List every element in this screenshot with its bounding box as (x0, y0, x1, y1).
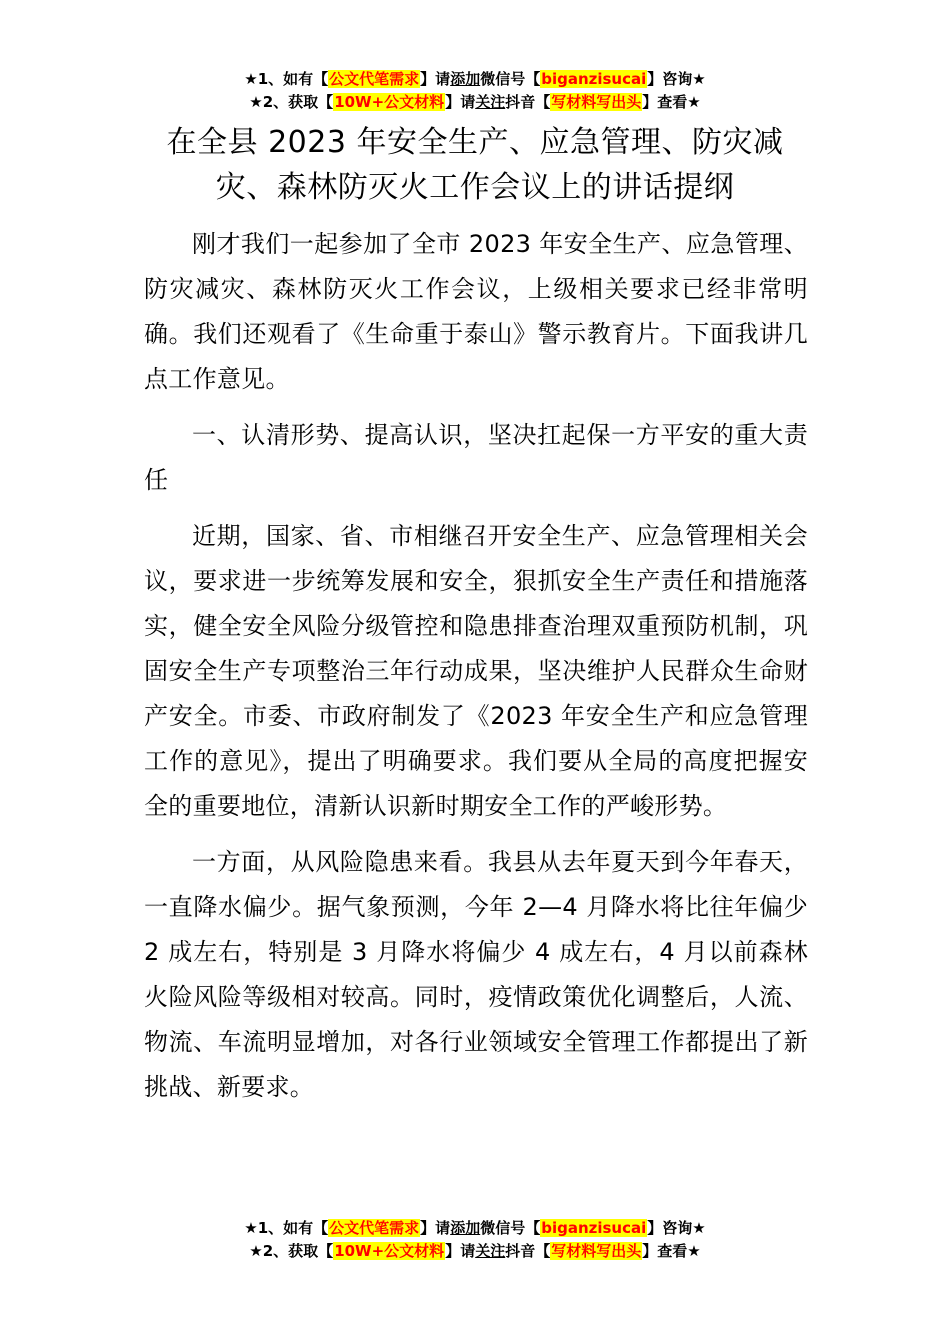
promo-line-2: ★2、获取【10W+公文材料】请关注抖音【写材料写出头】查看★ (249, 93, 701, 111)
title-line-2: 灾、森林防灭火工作会议上的讲话提纲 (215, 170, 735, 205)
document-body (144, 222, 808, 1121)
title-line-1: 在全县 2023 年安全生产、应急管理、防灾减 (166, 125, 784, 160)
paragraph-intro: 刚才我们一起参加了全市 2023 年安全生产、应急管理、防灾减灾、森林防灭火工作会议，上级相关要求已经非常明确。我们还观看了《生命重于泰山》警示教育片。下面我讲几点工作意见。 (144, 230, 808, 393)
promo-highlight: 公文代笔需求 (329, 1219, 420, 1237)
wechat-id: biganzisucai (541, 70, 647, 88)
paragraph: 近期，国家、省、市相继召开安全生产、应急管理相关会议，要求进一步统筹发展和安全，狠抓安全生产责任和措施落实，健全安全风险分级管控和隐患排查治理双重预防机制，巩固安全生产专项整治三年行动成果，坚决维护人民群众生命财产安全。市委、市政府制发了《2023 年安全生产和应急管理工作的意见》，提出了明确要求。我们要从全局的高度把握安全的重要地位，清新认识新时期安全工作的严峻形势。 (144, 522, 808, 820)
promo-banner-top (0, 68, 950, 114)
douyin-id: 写材料写出头 (551, 1242, 642, 1260)
promo-highlight: 10W+公文材料 (334, 1242, 445, 1260)
wechat-id: biganzisucai (541, 1219, 647, 1237)
promo-line-1: ★1、如有【公文代笔需求】请添加微信号【biganzisucai】咨询★ (244, 70, 706, 88)
promo-line-2: ★2、获取【10W+公文材料】请关注抖音【写材料写出头】查看★ (249, 1242, 701, 1260)
document-title (100, 120, 850, 210)
promo-banner-bottom (0, 1217, 950, 1263)
promo-line-1: ★1、如有【公文代笔需求】请添加微信号【biganzisucai】咨询★ (244, 1219, 706, 1237)
promo-highlight: 公文代笔需求 (329, 70, 420, 88)
section-heading-1: 一、认清形势、提高认识，坚决扛起保一方平安的重大责任 (144, 421, 808, 494)
douyin-id: 写材料写出头 (551, 93, 642, 111)
paragraph: 一方面，从风险隐患来看。我县从去年夏天到今年春天，一直降水偏少。据气象预测，今年 2—4 月降水将比往年偏少 2 成左右，特别是 3 月降水将偏少 4 成左右，4 月以前森林火险风险等级相对较高。同时，疫情政策优化调整后，人流、物流、车流明显增加，对各行业领域安全管理工作都提出了新挑战、新要求。 (144, 848, 808, 1101)
promo-highlight: 10W+公文材料 (334, 93, 445, 111)
